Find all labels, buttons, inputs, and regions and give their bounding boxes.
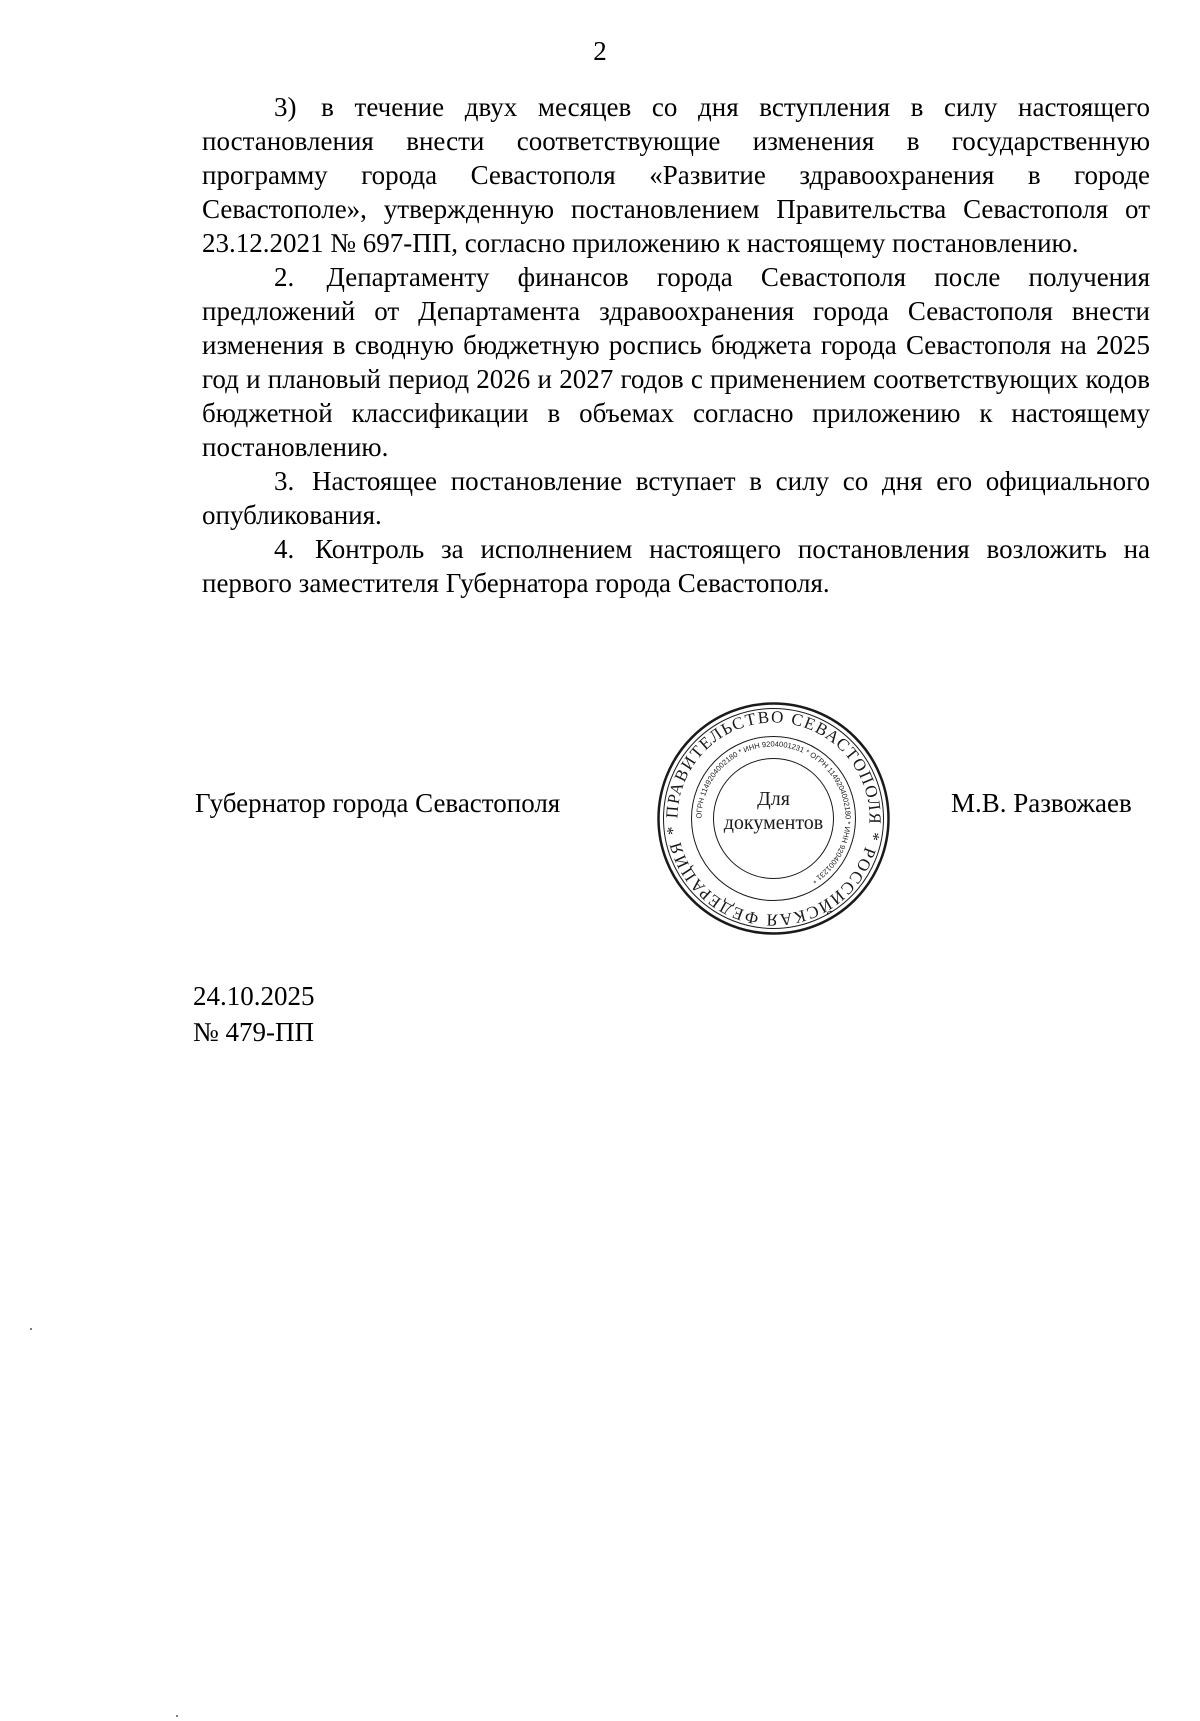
document-body (202, 90, 1150, 600)
paragraph-number: 3. (274, 466, 295, 496)
scan-speck (30, 1328, 32, 1330)
seal-center-line1: Для (757, 788, 790, 810)
paragraph-number: 4. (274, 534, 295, 564)
paragraph-text: Контроль за исполнением настоящего постановления возложить на первого заместителя Губернатора города Севастополя. (202, 534, 1150, 598)
document-number: № 479-ПП (193, 1017, 314, 1047)
paragraph-text: Департаменту финансов города Севастополя после получения предложений от Департамента здравоохранения города Севастополя внести изменения в сводную бюджетную роспись бюджета города Севастополя на 2025 год и плановый период 2026 и 2027 годов с применением соответствующих кодов бюджетной классификации в объемах согласно приложению к настоящему постановлению. (202, 262, 1151, 462)
paragraph-text: Настоящее постановление вступает в силу со дня его официального опубликования. (202, 466, 1151, 530)
paragraph-number: 3) (274, 92, 297, 122)
paragraph-number: 2. (274, 262, 295, 292)
signatory-name: М.В. Развожаев (951, 788, 1132, 818)
page-number: 2 (593, 36, 607, 66)
seal-center-label (655, 787, 892, 835)
document-date: 24.10.2025 (193, 981, 315, 1011)
paragraph-item-4 (202, 532, 1150, 600)
paragraph-text: в течение двух месяцев со дня вступления в силу настоящего постановления внести соответствующие изменения в государственную программу города Севастополя «Развитие здравоохранения в городе Севастополе», утвержденную постановлением Правительства Севастополя от 23.12.2021 № 697-ПП, согласно приложению к настоящему постановлению. (202, 92, 1151, 258)
signatory-title: Губернатор города Севастополя (195, 788, 561, 818)
official-seal (655, 700, 892, 937)
seal-outer-text: ПРАВИТЕЛЬСТВО СЕВАСТОПОЛЯ * РОССИЙСКАЯ ФЕДЕРАЦИЯ * (662, 707, 885, 930)
paragraph-item-3-subpoint (202, 90, 1150, 260)
scan-speck (176, 1715, 178, 1717)
document-date-block (193, 978, 315, 1050)
seal-center-line2: документов (723, 812, 824, 834)
paragraph-item-2 (202, 260, 1150, 464)
paragraph-item-3 (202, 464, 1150, 532)
seal-inner-text: ОГРН 1149204002180 * ИНН 9204001231 * ОГРН 1149204002180 * ИНН 9204001231 * (694, 739, 853, 886)
